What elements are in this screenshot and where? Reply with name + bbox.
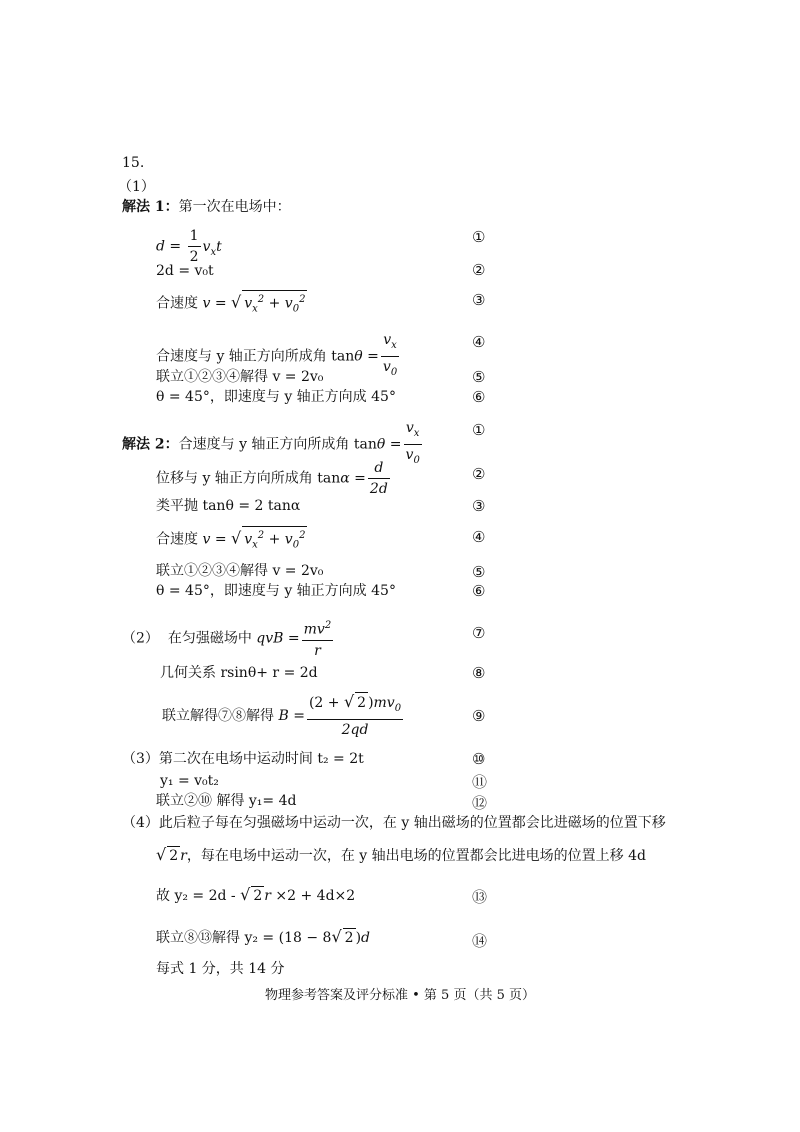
marker-m2-3: ③ xyxy=(472,497,486,515)
method-1-heading xyxy=(122,198,291,216)
marker-m1-2: ② xyxy=(472,261,486,279)
eq-m2-4-text: 合速度 xyxy=(156,531,203,548)
eq-p4-1: （4）此后粒子每在匀强磁场中运动一次，在 y 轴出磁场的位置都会比进磁场的位置下移 xyxy=(122,815,666,831)
marker-p3-1: ⑩ xyxy=(472,750,486,768)
eq-p3-1: （3）第二次在电场中运动时间 t₂ = 2t xyxy=(122,751,364,767)
marker-p3-2: ⑪ xyxy=(472,773,488,791)
marker-m2-5: ⑤ xyxy=(472,563,486,581)
marker-m1-1: ① xyxy=(472,228,486,246)
eq-m2-6: θ = 45°，即速度与 y 轴正方向成 45° xyxy=(156,583,396,599)
eq-p2-1: （2） 在匀强磁场中 qvB = $\frac{mv^2}{r}$ xyxy=(122,616,335,661)
eq-p4-3-a: 故 y₂ = 2d - xyxy=(156,888,236,904)
eq-p3-2: y₁ = v₀t₂ xyxy=(160,773,219,789)
eq-p4-3: 故 y₂ = 2d - √ 2 r ×2 + 4d×2 xyxy=(156,885,356,904)
eq-m1-1: d = $\frac{1}{2}$ $v_xt$ xyxy=(156,228,222,265)
eq-p4-2-tail: ，每在电场中运动一次，在 y 轴出电场的位置都会比进电场的位置上移 4d xyxy=(186,848,646,864)
marker-m2-1: ① xyxy=(472,421,486,439)
marker-p2-1: ⑦ xyxy=(472,624,486,642)
problem-number: 15. xyxy=(122,155,145,171)
marker-p3-3: ⑫ xyxy=(472,794,488,812)
part-1-label: （1） xyxy=(118,179,155,195)
eq-m1-3-text: 合速度 xyxy=(156,295,203,312)
marker-m1-6: ⑥ xyxy=(472,388,486,406)
method-1-intro: 第一次在电场中： xyxy=(178,199,291,215)
eq-m2-3: 类平抛 tanθ = 2 tanα xyxy=(156,498,301,514)
eq-m2-2-text: 位移与 y 轴正方向所成角 xyxy=(156,470,318,487)
eq-m2-1-text: 合速度与 y 轴正方向所成角 xyxy=(178,436,354,453)
eq-m1-4-text: 合速度与 y 轴正方向所成角 xyxy=(156,348,332,365)
eq-m2-4: 合速度 v = √ $v_x^2 + v_0^2$ xyxy=(156,526,307,554)
marker-p2-2: ⑧ xyxy=(472,664,486,682)
eq-p4-2: √ 2 r，每在电场中运动一次，在 y 轴出电场的位置都会比进电场的位置上移 4d xyxy=(156,845,646,864)
method-1-label: 解法 1： xyxy=(122,199,179,215)
marker-m2-4: ④ xyxy=(472,528,486,546)
marker-p2-3: ⑨ xyxy=(472,707,486,725)
marker-m2-6: ⑥ xyxy=(472,582,486,600)
eq-p4-4: 联立⑧⑬解得 y₂ = (18 − 8√ 2 )d xyxy=(156,927,370,946)
eq-m1-1-lhs: d = xyxy=(156,238,182,255)
eq-m1-6: θ = 45°，即速度与 y 轴正方向成 45° xyxy=(156,389,396,405)
eq-m2-2: 位移与 y 轴正方向所成角 tanα = $\frac{d}{2d}$ xyxy=(156,460,388,497)
eq-p2-3: 联立解得⑦⑧解得 B = $\frac{(2 + √ 2 )mv_0}{2qd}$ xyxy=(162,692,402,738)
marker-m1-5: ⑤ xyxy=(472,368,486,386)
eq-m2-5: 联立①②③④解得 v = 2v₀ xyxy=(156,563,324,579)
marker-p4-3: ⑬ xyxy=(472,888,488,906)
marker-m2-2: ② xyxy=(472,465,486,483)
score-total: 每式 1 分，共 14 分 xyxy=(156,961,285,977)
eq-m2-1: 解法 2：合速度与 y 轴正方向所成角 tanθ = $\frac{v_x}{v_0}$ xyxy=(122,420,420,466)
marker-p4-4: ⑭ xyxy=(472,932,488,950)
method-2-label: 解法 2： xyxy=(122,436,179,453)
eq-p2-2: 几何关系 rsinθ+ r = 2d xyxy=(160,665,318,681)
eq-p4-4-text: 联立⑧⑬解得 y₂ = xyxy=(156,930,279,946)
eq-p2-3-text: 联立解得⑦⑧解得 xyxy=(162,707,279,724)
eq-m1-5: 联立①②③④解得 v = 2v₀ xyxy=(156,369,324,385)
eq-p3-3: 联立②⑩ 解得 y₁= 4d xyxy=(156,793,297,809)
eq-m1-4: 合速度与 y 轴正方向所成角 tanθ = $\frac{v_x}{v_0}$ xyxy=(156,332,398,378)
eq-p2-1-text: 在匀强磁场中 xyxy=(167,630,257,647)
page-footer: 物理参考答案及评分标准 • 第 5 页（共 5 页） xyxy=(264,988,535,1003)
eq-m1-2: 2d = v₀t xyxy=(156,263,214,279)
eq-m1-3: 合速度 v = √ $v_x^2 + v_0^2$ xyxy=(156,290,307,318)
marker-m1-4: ④ xyxy=(472,333,486,351)
eq-p4-3-b: ×2 + 4d×2 xyxy=(275,888,356,904)
part-2-label: （2） xyxy=(122,630,159,647)
marker-m1-3: ③ xyxy=(472,291,486,309)
